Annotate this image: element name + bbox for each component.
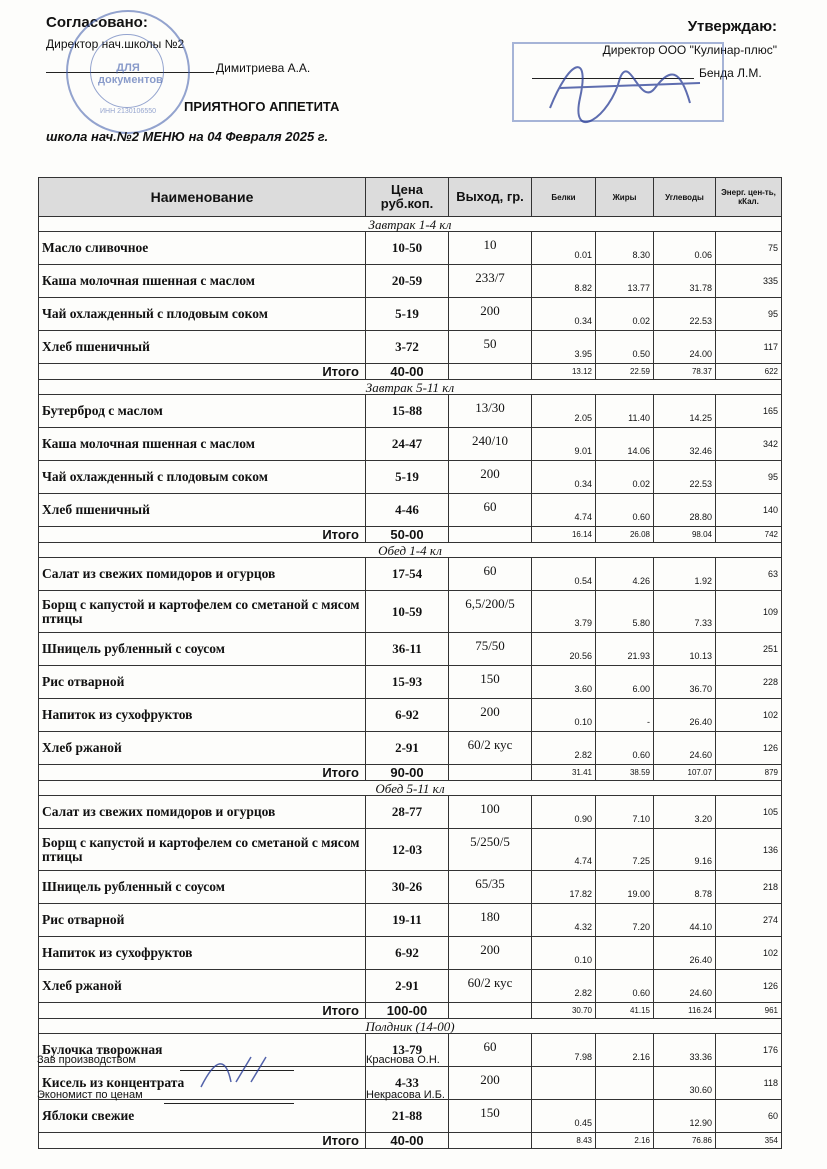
total-carbs: 78.37 (654, 364, 716, 380)
total-carbs: 98.04 (654, 527, 716, 543)
dish-price: 15-88 (366, 395, 449, 428)
total-carbs: 107.07 (654, 765, 716, 781)
dish-protein: 2.82 (532, 732, 596, 765)
stamp-inn: ИНН 2130106550 (99, 108, 157, 115)
section-title: Завтрак 5-11 кл (39, 380, 782, 395)
dish-energy: 63 (716, 558, 782, 591)
total-energy: 879 (716, 765, 782, 781)
menu-title: школа нач.№2 МЕНЮ на 04 Февраля 2025 г. (46, 129, 329, 144)
total-energy: 354 (716, 1133, 782, 1149)
dish-protein: 4.74 (532, 829, 596, 871)
approve-title: Утверждаю: (687, 18, 777, 35)
total-fat: 41.15 (596, 1003, 654, 1019)
dish-carbs: 24.60 (654, 970, 716, 1003)
dish-carbs: 28.80 (654, 494, 716, 527)
dish-price: 5-19 (366, 461, 449, 494)
dish-protein: 2.05 (532, 395, 596, 428)
dish-fat: 5.80 (596, 591, 654, 633)
total-row (39, 364, 782, 380)
total-output-empty (449, 364, 532, 380)
dish-fat: 7.20 (596, 904, 654, 937)
menu-table-body (39, 217, 782, 1149)
dish-energy: 176 (716, 1034, 782, 1067)
total-label: Итого (39, 527, 366, 543)
dish-carbs: 3.20 (654, 796, 716, 829)
table-row (39, 1100, 782, 1133)
dish-name: Масло сливочное (39, 232, 366, 265)
dish-output: 200 (449, 1067, 532, 1100)
dish-protein: 7.98 (532, 1034, 596, 1067)
dish-output: 150 (449, 1100, 532, 1133)
table-row (39, 461, 782, 494)
table-row (39, 633, 782, 666)
director-signature (540, 48, 710, 128)
dish-price: 4-46 (366, 494, 449, 527)
dish-output: 60 (449, 558, 532, 591)
total-row (39, 527, 782, 543)
total-label: Итого (39, 765, 366, 781)
stamp-text: ДЛЯ документов (98, 62, 163, 86)
dish-name: Бутерброд с маслом (39, 395, 366, 428)
dish-energy: 75 (716, 232, 782, 265)
dish-output: 6,5/200/5 (449, 591, 532, 633)
approve-name: Бенда Л.М. (699, 66, 762, 80)
dish-protein: 0.45 (532, 1100, 596, 1133)
total-price: 50-00 (366, 527, 449, 543)
dish-fat: 6.00 (596, 666, 654, 699)
total-carbs: 76.86 (654, 1133, 716, 1149)
total-carbs: 116.24 (654, 1003, 716, 1019)
dish-price: 20-59 (366, 265, 449, 298)
dish-price: 6-92 (366, 937, 449, 970)
dish-name: Чай охлажденный с плодовым соком (39, 461, 366, 494)
dish-carbs: 26.40 (654, 699, 716, 732)
dish-price: 3-72 (366, 331, 449, 364)
dish-output: 200 (449, 937, 532, 970)
header-name: Наименование (39, 178, 366, 217)
agreed-title: Согласовано: (46, 14, 148, 31)
total-row (39, 1133, 782, 1149)
dish-energy: 118 (716, 1067, 782, 1100)
header-protein: Белки (532, 178, 596, 217)
dish-energy: 136 (716, 829, 782, 871)
total-output-empty (449, 1133, 532, 1149)
dish-energy: 102 (716, 937, 782, 970)
dish-carbs: 12.90 (654, 1100, 716, 1133)
dish-carbs: 26.40 (654, 937, 716, 970)
total-fat: 22.59 (596, 364, 654, 380)
dish-name: Хлеб пшеничный (39, 494, 366, 527)
dish-carbs: 1.92 (654, 558, 716, 591)
agreed-position: Директор нач.школы №2 (46, 37, 185, 51)
dish-protein: 0.01 (532, 232, 596, 265)
section-title: Полдник (14-00) (39, 1019, 782, 1034)
dish-name: Кисель из концентрата (39, 1067, 366, 1100)
dish-protein (532, 1067, 596, 1100)
dish-protein: 3.79 (532, 591, 596, 633)
dish-protein: 0.90 (532, 796, 596, 829)
dish-fat: 0.60 (596, 732, 654, 765)
dish-fat: 0.60 (596, 970, 654, 1003)
table-row (39, 298, 782, 331)
dish-price: 4-33 (366, 1067, 449, 1100)
dish-price: 2-91 (366, 970, 449, 1003)
total-protein: 16.14 (532, 527, 596, 543)
dish-name: Каша молочная пшенная с маслом (39, 428, 366, 461)
dish-name: Шницель рубленный с соусом (39, 871, 366, 904)
total-protein: 8.43 (532, 1133, 596, 1149)
dish-fat: 2.16 (596, 1034, 654, 1067)
dish-price: 24-47 (366, 428, 449, 461)
dish-protein: 0.34 (532, 461, 596, 494)
dish-output: 60/2 кус (449, 970, 532, 1003)
dish-name: Хлеб ржаной (39, 970, 366, 1003)
dish-carbs: 14.25 (654, 395, 716, 428)
dish-output: 10 (449, 232, 532, 265)
table-row (39, 904, 782, 937)
table-row (39, 871, 782, 904)
table-row (39, 494, 782, 527)
dish-price: 13-79 (366, 1034, 449, 1067)
section-title: Обед 1-4 кл (39, 543, 782, 558)
dish-fat: 13.77 (596, 265, 654, 298)
dish-carbs: 0.06 (654, 232, 716, 265)
dish-energy: 218 (716, 871, 782, 904)
dish-output: 50 (449, 331, 532, 364)
agreed-name: Димитриева А.А. (216, 61, 311, 75)
dish-output: 75/50 (449, 633, 532, 666)
header-carbs: Углеводы (654, 178, 716, 217)
table-row (39, 558, 782, 591)
table-row (39, 666, 782, 699)
dish-price: 10-59 (366, 591, 449, 633)
total-energy: 961 (716, 1003, 782, 1019)
table-row (39, 796, 782, 829)
total-output-empty (449, 765, 532, 781)
table-row (39, 970, 782, 1003)
total-energy: 622 (716, 364, 782, 380)
table-row (39, 395, 782, 428)
dish-name: Салат из свежих помидоров и огурцов (39, 796, 366, 829)
dish-energy: 102 (716, 699, 782, 732)
header-fat: Жиры (596, 178, 654, 217)
dish-price: 30-26 (366, 871, 449, 904)
school-stamp (66, 10, 190, 134)
dish-price: 6-92 (366, 699, 449, 732)
dish-name: Хлеб ржаной (39, 732, 366, 765)
total-fat: 2.16 (596, 1133, 654, 1149)
dish-name: Шницель рубленный с соусом (39, 633, 366, 666)
economist-signature-line (164, 1103, 294, 1104)
header-price: Цена руб.коп. (366, 178, 449, 217)
section-row (39, 781, 782, 796)
total-protein: 30.70 (532, 1003, 596, 1019)
section-row (39, 543, 782, 558)
dish-protein: 17.82 (532, 871, 596, 904)
total-output-empty (449, 527, 532, 543)
dish-energy: 335 (716, 265, 782, 298)
dish-price: 21-88 (366, 1100, 449, 1133)
dish-energy: 251 (716, 633, 782, 666)
dish-name: Хлеб пшеничный (39, 331, 366, 364)
dish-protein: 0.34 (532, 298, 596, 331)
section-title: Обед 5-11 кл (39, 781, 782, 796)
dish-carbs: 32.46 (654, 428, 716, 461)
dish-price: 36-11 (366, 633, 449, 666)
dish-output: 65/35 (449, 871, 532, 904)
table-row (39, 699, 782, 732)
dish-price: 12-03 (366, 829, 449, 871)
dish-protein: 3.95 (532, 331, 596, 364)
dish-carbs: 7.33 (654, 591, 716, 633)
dish-carbs: 33.36 (654, 1034, 716, 1067)
dish-protein: 9.01 (532, 428, 596, 461)
total-label: Итого (39, 1003, 366, 1019)
dish-output: 60/2 кус (449, 732, 532, 765)
total-price: 40-00 (366, 364, 449, 380)
dish-energy: 95 (716, 298, 782, 331)
dish-price: 15-93 (366, 666, 449, 699)
dish-fat (596, 1067, 654, 1100)
dish-energy: 105 (716, 796, 782, 829)
total-fat: 26.08 (596, 527, 654, 543)
dish-carbs: 36.70 (654, 666, 716, 699)
dish-name: Рис отварной (39, 666, 366, 699)
dish-output: 150 (449, 666, 532, 699)
dish-energy: 342 (716, 428, 782, 461)
dish-output: 60 (449, 494, 532, 527)
table-row (39, 331, 782, 364)
dish-protein: 3.60 (532, 666, 596, 699)
dish-name: Булочка творожная (39, 1034, 366, 1067)
table-row (39, 732, 782, 765)
dish-energy: 95 (716, 461, 782, 494)
dish-output: 13/30 (449, 395, 532, 428)
table-row (39, 428, 782, 461)
total-price: 100-00 (366, 1003, 449, 1019)
dish-fat (596, 937, 654, 970)
dish-price: 10-50 (366, 232, 449, 265)
table-row (39, 591, 782, 633)
dish-fat: 7.25 (596, 829, 654, 871)
dish-protein: 0.10 (532, 937, 596, 970)
menu-table (38, 177, 782, 1149)
production-label: Зав производством (37, 1054, 136, 1066)
dish-energy: 274 (716, 904, 782, 937)
production-name: Краснова О.Н. (366, 1054, 440, 1066)
dish-carbs: 31.78 (654, 265, 716, 298)
dish-protein: 8.82 (532, 265, 596, 298)
approve-position: Директор ООО "Кулинар-плюс" (602, 43, 777, 57)
dish-protein: 0.10 (532, 699, 596, 732)
dish-energy: 126 (716, 970, 782, 1003)
table-row (39, 829, 782, 871)
dish-protein: 4.74 (532, 494, 596, 527)
economist-label: Экономист по ценам (37, 1089, 143, 1101)
dish-name: Чай охлажденный с плодовым соком (39, 298, 366, 331)
dish-energy: 117 (716, 331, 782, 364)
table-row (39, 265, 782, 298)
dish-fat: - (596, 699, 654, 732)
dish-carbs: 9.16 (654, 829, 716, 871)
total-price: 40-00 (366, 1133, 449, 1149)
table-row (39, 232, 782, 265)
table-header-row (39, 178, 782, 217)
dish-fat: 19.00 (596, 871, 654, 904)
dish-energy: 60 (716, 1100, 782, 1133)
section-row (39, 380, 782, 395)
dish-name: Напиток из сухофруктов (39, 699, 366, 732)
dish-energy: 109 (716, 591, 782, 633)
dish-name: Напиток из сухофруктов (39, 937, 366, 970)
dish-carbs: 22.53 (654, 298, 716, 331)
dish-name: Борщ с капустой и картофелем со сметаной с мясом птицы (39, 591, 366, 633)
dish-fat: 0.02 (596, 298, 654, 331)
dish-carbs: 24.60 (654, 732, 716, 765)
dish-price: 28-77 (366, 796, 449, 829)
total-output-empty (449, 1003, 532, 1019)
dish-fat: 11.40 (596, 395, 654, 428)
dish-name: Салат из свежих помидоров и огурцов (39, 558, 366, 591)
total-fat: 38.59 (596, 765, 654, 781)
header-output: Выход, гр. (449, 178, 532, 217)
dish-output: 60 (449, 1034, 532, 1067)
dish-carbs: 44.10 (654, 904, 716, 937)
dish-fat (596, 1100, 654, 1133)
header-energy: Энерг. цен-ть, кКал. (716, 178, 782, 217)
dish-name: Борщ с капустой и картофелем со сметаной с мясом птицы (39, 829, 366, 871)
total-price: 90-00 (366, 765, 449, 781)
dish-fat: 7.10 (596, 796, 654, 829)
dish-carbs: 22.53 (654, 461, 716, 494)
dish-fat: 4.26 (596, 558, 654, 591)
dish-energy: 140 (716, 494, 782, 527)
dish-protein: 2.82 (532, 970, 596, 1003)
dish-output: 200 (449, 699, 532, 732)
total-protein: 13.12 (532, 364, 596, 380)
section-row (39, 217, 782, 232)
dish-output: 5/250/5 (449, 829, 532, 871)
dish-output: 100 (449, 796, 532, 829)
dish-fat: 8.30 (596, 232, 654, 265)
total-row (39, 1003, 782, 1019)
total-row (39, 765, 782, 781)
dish-carbs: 10.13 (654, 633, 716, 666)
dish-output: 240/10 (449, 428, 532, 461)
dish-price: 5-19 (366, 298, 449, 331)
dish-price: 2-91 (366, 732, 449, 765)
appetite-title: ПРИЯТНОГО АППЕТИТА (184, 99, 340, 114)
section-row (39, 1019, 782, 1034)
dish-energy: 126 (716, 732, 782, 765)
dish-price: 17-54 (366, 558, 449, 591)
economist-name: Некрасова И.Б. (366, 1089, 445, 1101)
dish-carbs: 24.00 (654, 331, 716, 364)
table-row (39, 937, 782, 970)
dish-output: 233/7 (449, 265, 532, 298)
dish-name: Рис отварной (39, 904, 366, 937)
dish-energy: 228 (716, 666, 782, 699)
dish-protein: 20.56 (532, 633, 596, 666)
dish-name: Каша молочная пшенная с маслом (39, 265, 366, 298)
dish-output: 200 (449, 298, 532, 331)
total-label: Итого (39, 1133, 366, 1149)
total-protein: 31.41 (532, 765, 596, 781)
dish-fat: 0.02 (596, 461, 654, 494)
dish-fat: 0.60 (596, 494, 654, 527)
dish-fat: 21.93 (596, 633, 654, 666)
dish-carbs: 30.60 (654, 1067, 716, 1100)
production-signature (196, 1052, 286, 1092)
dish-output: 180 (449, 904, 532, 937)
dish-output: 200 (449, 461, 532, 494)
total-label: Итого (39, 364, 366, 380)
dish-fat: 14.06 (596, 428, 654, 461)
dish-protein: 4.32 (532, 904, 596, 937)
dish-carbs: 8.78 (654, 871, 716, 904)
dish-protein: 0.54 (532, 558, 596, 591)
dish-name: Яблоки свежие (39, 1100, 366, 1133)
dish-price: 19-11 (366, 904, 449, 937)
dish-energy: 165 (716, 395, 782, 428)
section-title: Завтрак 1-4 кл (39, 217, 782, 232)
total-energy: 742 (716, 527, 782, 543)
dish-fat: 0.50 (596, 331, 654, 364)
